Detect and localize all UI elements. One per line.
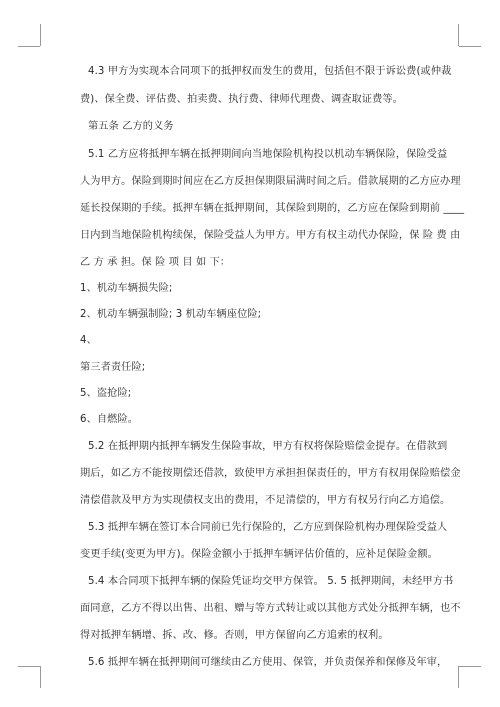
- paragraph-line: 4.3 甲方为实现本合同项下的抵押权而发生的费用，包括但不限于诉讼费(或仲裁: [88, 66, 452, 77]
- paragraph-line: 费)、保全费、评估费、拍卖费、执行费、律师代理费、调查取证费等。: [80, 94, 403, 105]
- list-item: 2、机动车辆强制险; 3 机动车辆座位险;: [80, 309, 262, 320]
- paragraph-line: 5.6 抵押车辆在抵押期间可继续由乙方使用、保管，并负责保养和保修及年审，: [88, 657, 448, 668]
- paragraph-line: 日内到当地保险机构续保，保险受益人为甲方。甲方有权主动代办保险，保 险 费 由: [80, 230, 461, 241]
- paragraph-line: 5.3 抵押车辆在签订本合同前已先行保险的，乙方应到保险机构办理保险受益人: [88, 522, 448, 533]
- paragraph-line: 5.2 在抵押期内抵押车辆发生保险事故，甲方有权将保险赔偿金提存。在借款到: [88, 441, 448, 452]
- crop-mark-bottom-right-h: [459, 666, 481, 667]
- crop-mark-top-right-h: [459, 46, 481, 47]
- crop-mark-bottom-right-v: [458, 666, 459, 688]
- list-item: 4、: [80, 335, 97, 346]
- list-item: 5、盗抢险;: [80, 388, 132, 399]
- paragraph-line: 变更手续(变更为甲方)。保险金额小于抵押车辆评估价值的，应补足保险金额。: [80, 549, 438, 560]
- list-item: 第三者责任险;: [80, 362, 146, 373]
- paragraph-line: 5.4 本合同项下抵押车辆的保险凭证均交甲方保管。 5. 5 抵押期间，未经甲方书: [88, 576, 454, 587]
- paragraph-line: 得对抵押车辆增、拆、改、修。否则，甲方保留向乙方追索的权利。: [80, 630, 389, 641]
- paragraph-line: 乙 方 承 担。保 险 项 目 如 下：: [80, 257, 231, 268]
- paragraph-line: 人为甲方。保险到期时间应在乙方反担保期限届满时间之后。借款展期的乙方应办理: [80, 176, 461, 187]
- paragraph-line: 延长投保期的手续。抵押车辆在抵押期间，其保险到期的，乙方应在保险到期前 ____: [80, 203, 465, 214]
- paragraph-line: 期后，如乙方不能按期偿还借款，致使甲方承担担保责任的，甲方有权用保险赔偿金: [80, 468, 461, 479]
- paragraph-line: 面同意，乙方不得以出售、出租、赠与等方式转让或以其他方式处分抵押车辆，也不: [80, 603, 461, 614]
- crop-mark-bottom-left-h: [18, 666, 40, 667]
- paragraph-line: 清偿借款及甲方为实现债权支出的费用，不足清偿的，甲方有权另行向乙方追偿。: [80, 495, 451, 506]
- paragraph-line: 5.1 乙方应将抵押车辆在抵押期间向当地保险机构投以机动车辆保险，保险受益: [88, 149, 448, 160]
- crop-mark-top-left-h: [18, 46, 40, 47]
- section-heading: 第五条 乙方的义务: [88, 121, 174, 132]
- list-item: 6、自燃险。: [80, 414, 139, 425]
- crop-mark-top-right-v: [458, 24, 459, 46]
- crop-mark-top-left-v: [40, 24, 41, 46]
- crop-mark-bottom-left-v: [40, 666, 41, 688]
- list-item: 1、机动车辆损失险;: [80, 283, 173, 294]
